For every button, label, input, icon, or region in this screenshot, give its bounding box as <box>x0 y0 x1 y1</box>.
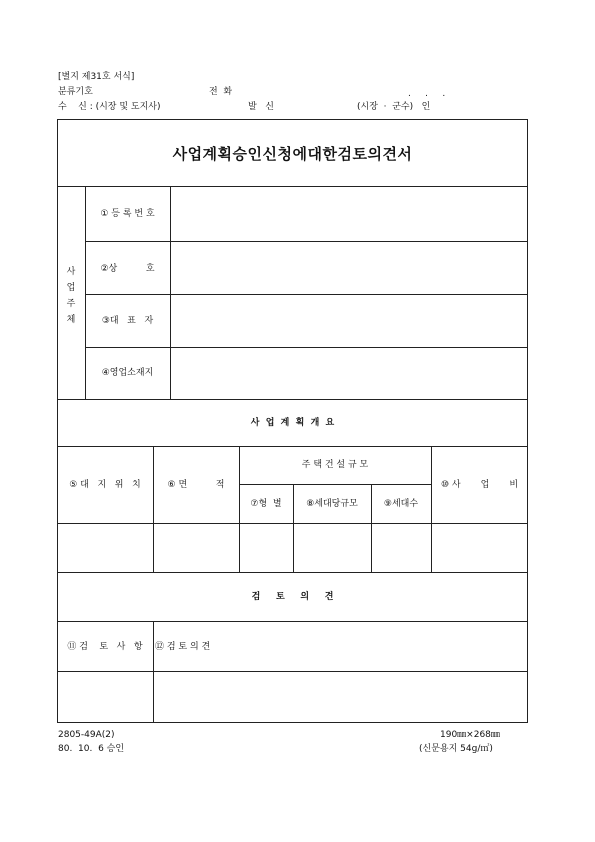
household-count-label: ⑨세대수 <box>383 499 419 509</box>
phone-label: 전 화 <box>209 87 233 97</box>
site-location-label: ⑤ 대 지 위 치 <box>69 480 141 490</box>
form-title: 사업계획승인신청에대한검토의견서 <box>172 145 413 163</box>
col-divider <box>170 186 171 399</box>
col-divider <box>293 484 294 572</box>
classification-label: 분류기호 <box>58 87 93 97</box>
col-divider <box>153 446 154 572</box>
office-location-label: ④영업소재지 <box>101 368 154 378</box>
row-divider <box>57 572 528 573</box>
house-type-label: ⑦형 별 <box>250 499 282 509</box>
row-divider <box>85 347 528 348</box>
plan-overview-heading: 사 업 계 획 개 요 <box>250 418 335 428</box>
row-divider <box>85 241 528 242</box>
form-code: 2805-49A(2) <box>58 730 115 740</box>
review-heading: 검 토 의 견 <box>251 592 334 602</box>
row-divider <box>57 621 528 622</box>
row-divider <box>57 671 528 672</box>
project-cost-label: ⑩ 사 업 비 <box>440 480 519 490</box>
paper-size: 190㎜×268㎜ <box>440 730 500 740</box>
row-divider <box>57 446 528 447</box>
review-items-label: ⑪ 검 토 사 항 <box>67 642 143 652</box>
row-divider <box>57 186 528 187</box>
row-divider <box>85 294 528 295</box>
col-divider <box>431 446 432 572</box>
area-label: ⑥ 면 적 <box>167 480 225 490</box>
paper-spec: (신문용지 54g/㎡) <box>419 744 493 754</box>
date-dots: . . . <box>408 89 446 99</box>
row-divider <box>239 484 431 485</box>
approval-date: 80. 10. 6 승인 <box>58 744 125 754</box>
row-divider <box>57 399 528 400</box>
sender-role: (시장 · 군수) 인 <box>357 102 431 112</box>
recipient-label: 수 신 : (시장 및 도지사) <box>58 102 161 112</box>
trade-name-label: ②상 호 <box>100 264 155 274</box>
business-entity-label: 사 업 주 체 <box>66 267 76 325</box>
housing-scale-label: 주 택 건 설 규 모 <box>301 460 369 470</box>
representative-label: ③대 표 자 <box>101 316 154 326</box>
registration-number-label: ① 등 록 번 호 <box>100 209 155 219</box>
col-divider <box>153 621 154 723</box>
review-opinion-label: ⑫ 검 토 의 견 <box>155 642 211 652</box>
unit-scale-label: ⑧세대당규모 <box>306 499 358 509</box>
col-divider <box>371 484 372 572</box>
form-number: [별지 제31호 서식] <box>58 72 135 82</box>
sender-label: 발 신 <box>248 102 274 112</box>
